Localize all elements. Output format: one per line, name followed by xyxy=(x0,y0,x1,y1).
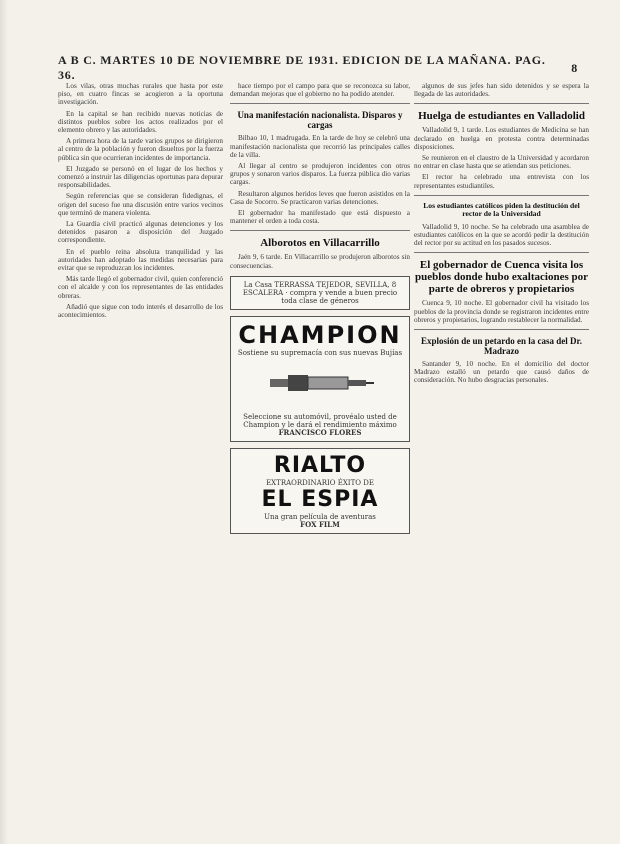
page-number: 8 xyxy=(571,60,578,75)
ad-champion xyxy=(230,316,410,442)
rialto-subtitle: EXTRAORDINARIO ÉXITO DE xyxy=(266,478,374,487)
champion-bottom: Seleccione su automóvil, provéalo usted de Champion y le dará el rendimiento máximo xyxy=(243,412,397,429)
rialto-note: Una gran película de aventuras xyxy=(264,512,376,521)
divider xyxy=(230,230,410,231)
left-paragraph: A primera hora de la tarde varios grupos se dirigieron al centro de la población y fueron disueltos por la fuerza pública sin que ocurrieran incidentes de importancia. xyxy=(58,137,223,162)
right-article-2 xyxy=(414,223,589,248)
right-paragraph: Valladolid 9, 10 noche. Se ha celebrado una asamblea de estudiantes católicos en la que se acordó pedir la destitución del rector por su actitud en los pasados sucesos. xyxy=(414,222,589,248)
middle-intro xyxy=(230,82,410,98)
ad-line: ESCALERA · compra y vende a buen precio toda clase de géneros xyxy=(242,288,398,305)
headline-petardo: Explosión de un petardo en la casa del Dr. Madrazo xyxy=(421,336,582,357)
middle-paragraph: Bilbao 10, 1 madrugada. En la tarde de hoy se celebró una manifestación nacionalista que recorrió las principales calles de la villa. xyxy=(230,134,410,159)
champion-tagline: Sostiene su supremacía con sus nuevas Bujías xyxy=(237,348,403,357)
headline-alborotos: Alborotos en Villacarrillo xyxy=(260,237,380,250)
rialto-studio: FOX FILM xyxy=(300,519,340,529)
left-column-text xyxy=(58,82,223,319)
middle-paragraph: Al llegar al centro se produjeron incidentes con otros grupos y sonaron varios disparos. La fuerza pública dio varias cargas. xyxy=(230,162,410,187)
middle-intro-paragraph: hace tiempo por el campo para que se reconozca su labor, demandan mejoras que el gobierno no ha podido atender. xyxy=(230,82,410,99)
right-paragraph: Santander 9, 10 noche. En el domicilio del doctor Madrazo estalló un petardo que causó daños de consideración. No hubo desgracias personales. xyxy=(414,360,589,385)
ad-line: La Casa TERRASSA TEJEDOR, SEVILLA, 8 xyxy=(243,280,397,289)
left-paragraph: Añadió que sigue con todo interés el desarrollo de los acontecimientos. xyxy=(58,302,223,320)
page-header xyxy=(58,53,578,82)
header-text: A B C. MARTES 10 DE NOVIEMBRE DE 1931. EDICION DE LA MAÑANA. PAG. 36. xyxy=(58,53,546,82)
divider xyxy=(414,329,589,330)
right-article-4 xyxy=(414,360,589,385)
right-paragraph: Cuenca 9, 10 noche. El gobernador civil ha visitado los pueblos de la provincia donde se registraron incidentes entre obreros y propietarios, logrando restablecer la normalidad. xyxy=(414,299,589,324)
spark-plug-icon xyxy=(260,363,380,403)
left-column xyxy=(58,82,223,822)
right-paragraph: El rector ha celebrado una entrevista con los representantes estudiantiles. xyxy=(414,173,589,190)
page-edge-shadow xyxy=(0,0,8,844)
right-article-1 xyxy=(414,126,589,189)
middle-column xyxy=(230,82,410,822)
headline-manifestacion: Una manifestación nacionalista. Disparos y cargas xyxy=(237,110,403,131)
right-intro-paragraph: algunos de sus jefes han sido detenidos y se espera la llegada de las autoridades. xyxy=(414,82,589,99)
left-paragraph: Los vilas, otras muchas rurales que hasta por este piso, en cuatro fincas se acogieron a la oportuna investigación. xyxy=(58,82,223,107)
left-paragraph: La Guardia civil practicó algunas detenciones y los detenidos pasaron a disposición del Juzgado correspondiente. xyxy=(58,220,223,245)
rialto-film: EL ESPIA xyxy=(261,486,379,512)
ad-terrassa xyxy=(230,276,410,310)
champion-dealer: FRANCISCO FLORES xyxy=(278,427,362,437)
left-paragraph: El Juzgado se personó en el lugar de los hechos y comenzó a instruir las diligencias oportunas para depurar responsabilidades. xyxy=(58,164,223,190)
middle-article-1 xyxy=(230,134,410,225)
headline-gobernador-cuenca: El gobernador de Cuenca visita los pueblos donde hubo exaltaciones por parte de obreros y propietarios xyxy=(415,259,588,296)
left-paragraph: En el pueblo reina absoluta tranquilidad y las autoridades han adoptado las medidas necesarias para evitar que se reproduzcan los incidentes. xyxy=(58,247,223,273)
right-intro xyxy=(414,82,589,98)
ad-rialto xyxy=(230,448,410,534)
left-paragraph: En la capital se han recibido nuevas noticias de distintos pueblos sobre los actos realizados por el elemento obrero y las autoridades. xyxy=(58,109,223,135)
middle-paragraph: Jaén 9, 6 tarde. En Villacarrillo se produjeron alborotos sin consecuencias. xyxy=(230,253,410,270)
right-article-3 xyxy=(414,299,589,324)
middle-paragraph: El gobernador ha manifestado que está dispuesto a mantener el orden a toda costa. xyxy=(230,209,410,226)
headline-estudiantes-catolicos: Los estudiantes católicos piden la destitución del rector de la Universidad xyxy=(423,200,580,219)
divider xyxy=(414,195,589,196)
champion-brand: CHAMPION xyxy=(238,320,402,349)
left-paragraph: Según referencias que se consideran fidedignas, el origen del suceso fue una discusión entre varios vecinos que terminó de manera violenta. xyxy=(58,192,223,217)
right-column xyxy=(414,82,589,822)
divider xyxy=(414,252,589,253)
middle-article-2 xyxy=(230,253,410,269)
divider xyxy=(414,103,589,104)
rialto-brand: RIALTO xyxy=(273,452,367,478)
middle-paragraph: Resultaron algunos heridos leves que fueron asistidos en la Casa de Socorro. Se practicaron varias detenciones. xyxy=(230,189,410,206)
right-paragraph: Se reunieron en el claustro de la Universidad y acordaron no entrar en clase hasta que se atiendan sus peticiones. xyxy=(414,154,589,171)
headline-huelga: Huelga de estudiantes en Valladolid xyxy=(418,110,585,123)
divider xyxy=(230,103,410,104)
right-paragraph: Valladolid 9, 1 tarde. Los estudiantes de Medicina se han declarado en huelga en protesta contra determinadas disposiciones. xyxy=(414,126,589,151)
left-paragraph: Más tarde llegó el gobernador civil, quien conferenció con el alcalde y con los representantes de las entidades obreras. xyxy=(58,275,223,300)
